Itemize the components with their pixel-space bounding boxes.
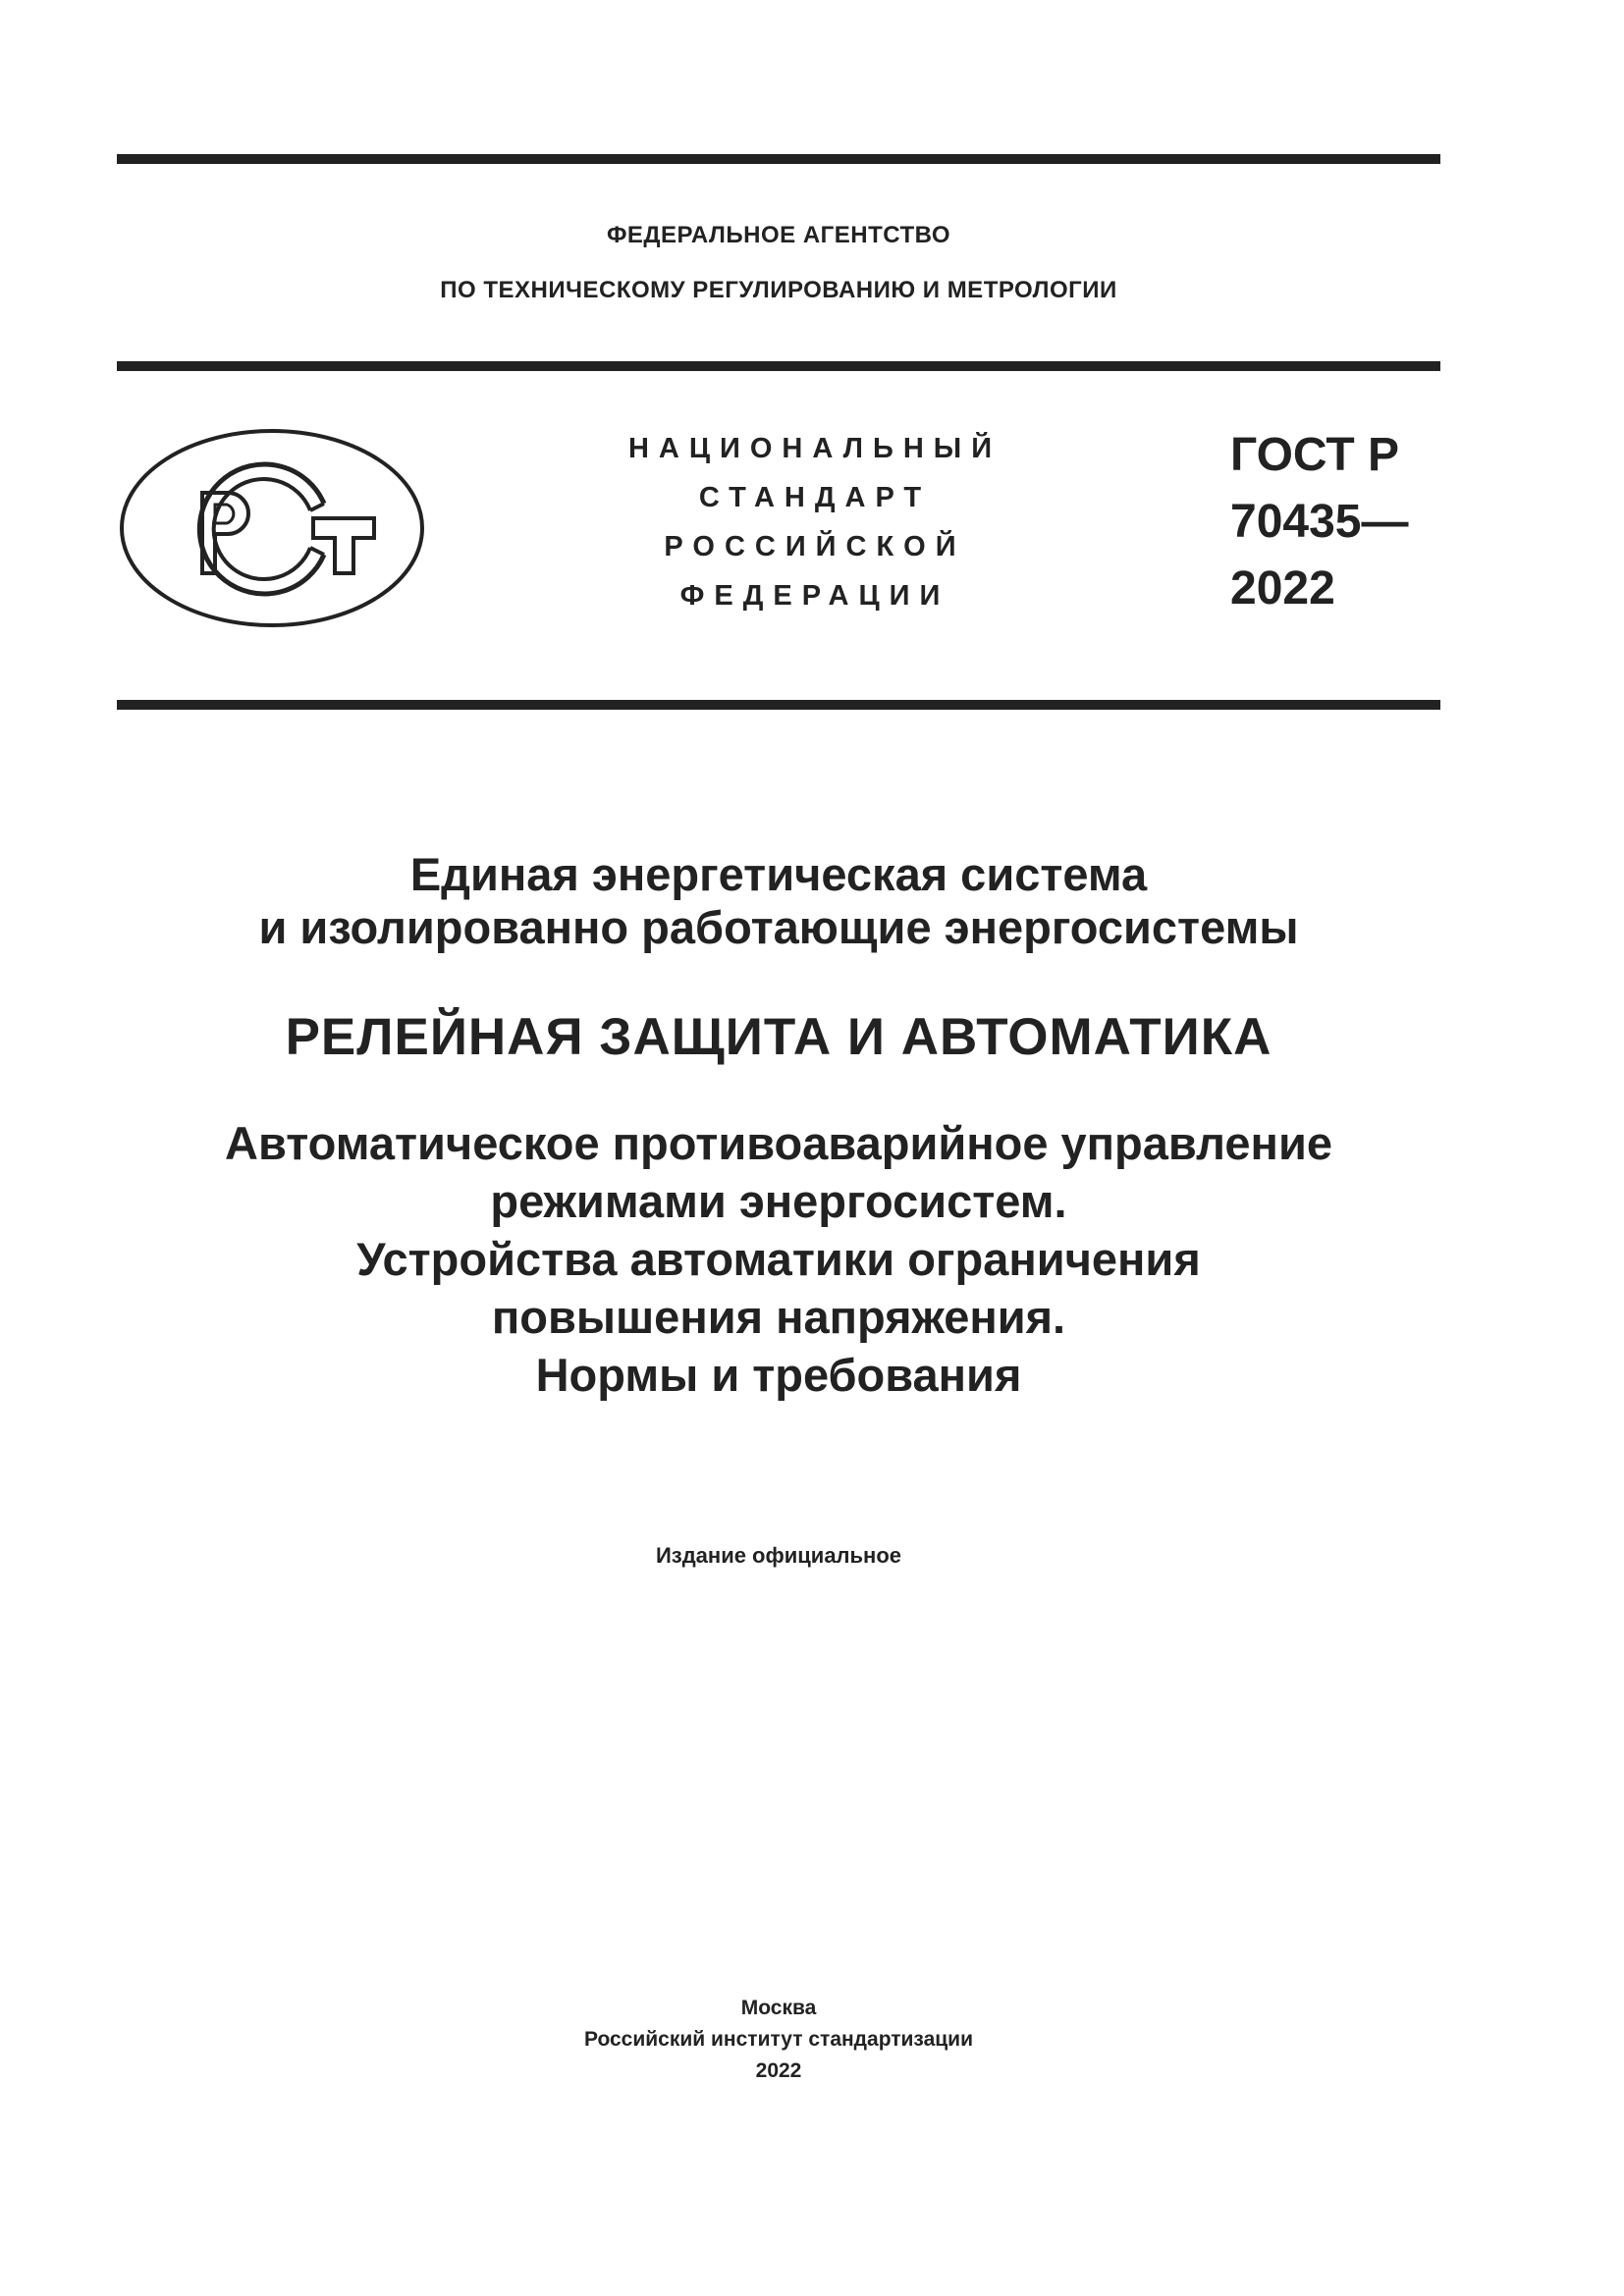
edition-label: Издание официальное xyxy=(655,1543,902,1568)
standard-code xyxy=(1230,422,1408,622)
description-line: Нормы и требования xyxy=(535,1349,1022,1401)
header-rule xyxy=(117,361,1440,371)
header-bottom-rule xyxy=(117,700,1440,710)
description-line: Автоматическое противоаварийное управление xyxy=(225,1117,1332,1169)
rst-certification-mark-icon xyxy=(117,426,427,630)
subtitle-line: Единая энергетическая система xyxy=(409,848,1148,900)
description-line: режимами энергосистем. xyxy=(490,1175,1067,1227)
description-line: Устройства автоматики ограничения xyxy=(356,1233,1201,1285)
national-standard-line: РОССИЙСКОЙ xyxy=(664,531,966,562)
publisher-block xyxy=(117,1993,1440,2087)
standard-code-line-1: ГОСТ Р xyxy=(1230,429,1400,481)
standard-code-line-2: 70435— xyxy=(1230,496,1409,548)
document-description xyxy=(117,1114,1440,1404)
agency-line-2: ПО ТЕХНИЧЕСКОМУ РЕГУЛИРОВАНИЮ И МЕТРОЛОГИИ xyxy=(440,277,1117,303)
document-subtitle xyxy=(117,848,1440,954)
national-standard-line: ФЕДЕРАЦИИ xyxy=(679,580,950,612)
top-rule xyxy=(117,154,1440,164)
description-line: повышения напряжения. xyxy=(491,1291,1066,1343)
document-title: РЕЛЕЙНАЯ ЗАЩИТА И АВТОМАТИКА xyxy=(285,1008,1272,1066)
publisher-city: Москва xyxy=(740,1997,817,2019)
national-standard-label xyxy=(589,424,1041,620)
publisher-institute: Российский институт стандартизации xyxy=(583,2028,974,2051)
agency-line-1: ФЕДЕРАЛЬНОЕ АГЕНТСТВО xyxy=(606,222,951,248)
standard-code-line-3: 2022 xyxy=(1230,562,1335,614)
national-standard-line: НАЦИОНАЛЬНЫЙ xyxy=(627,433,1002,464)
subtitle-line: и изолированно работающие энергосистемы xyxy=(258,901,1299,953)
national-standard-line: СТАНДАРТ xyxy=(698,482,932,513)
publisher-year: 2022 xyxy=(755,2059,802,2082)
